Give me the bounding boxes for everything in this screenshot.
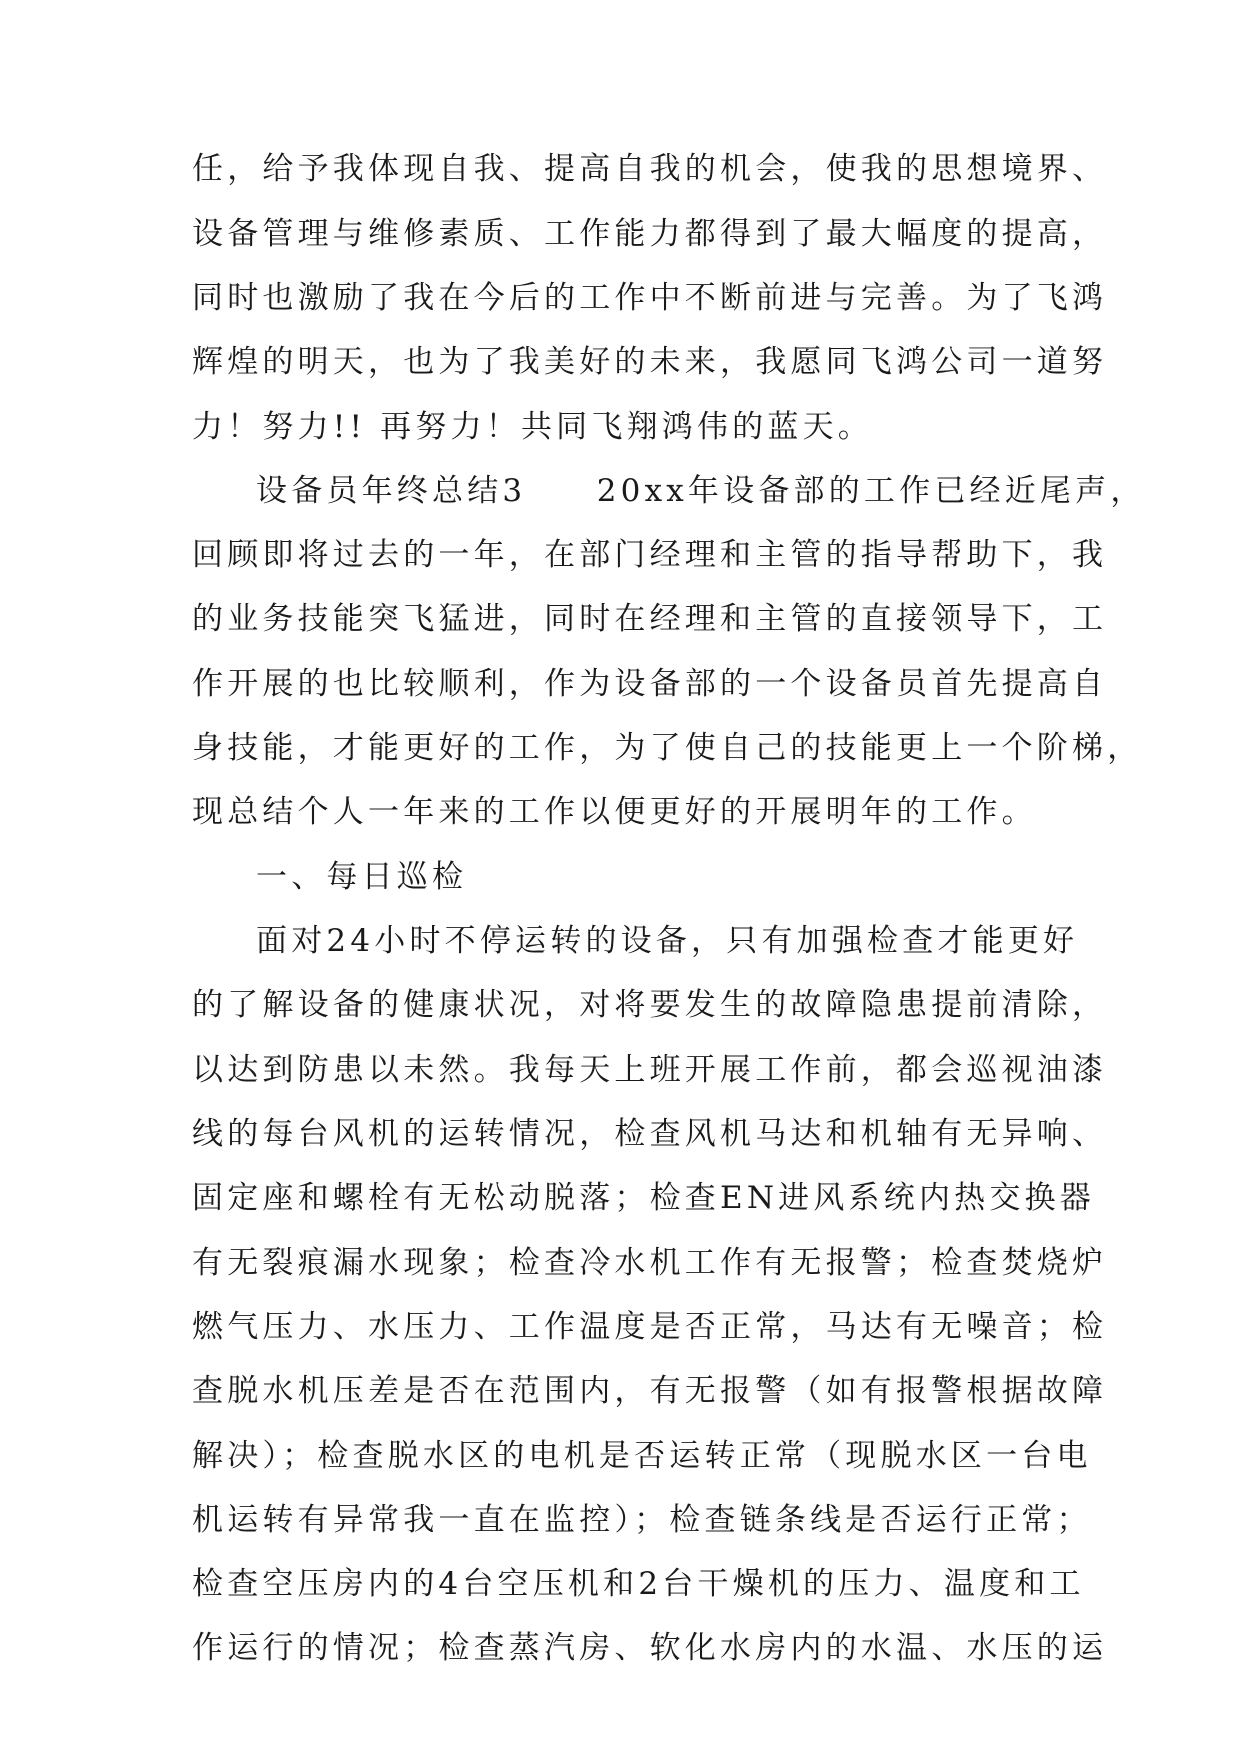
text-line: 的业务技能突飞猛进，同时在经理和主管的直接领导下，工 [192, 601, 1108, 637]
text-line: 机运转有异常我一直在监控）；检查链条线是否运行正常； [192, 1502, 1092, 1538]
text-line: 面对24小时不停运转的设备，只有加强检查才能更好 [256, 923, 1079, 959]
text-line: 解决）；检查脱水区的电机是否运转正常（现脱水区一台电 [192, 1438, 1092, 1474]
text-line: 力！努力!! 再努力！共同飞翔鸿伟的蓝天。 [192, 409, 873, 445]
text-line: 查脱水机压差是否在范围内，有无报警（如有报警根据故障 [192, 1373, 1108, 1409]
text-line: 固定座和螺栓有无松动脱落；检查EN进风系统内热交换器 [192, 1180, 1095, 1216]
text-line: 身技能，才能更好的工作，为了使自己的技能更上一个阶梯， [192, 730, 1143, 766]
text-line: 以达到防患以未然。我每天上班开展工作前，都会巡视油漆 [192, 1052, 1108, 1088]
text-line: 任，给予我体现自我、提高自我的机会，使我的思想境界、 [192, 151, 1108, 187]
subsection-heading: 一、每日巡检 [256, 859, 468, 895]
text-line: 回顾即将过去的一年，在部门经理和主管的指导帮助下，我 [192, 537, 1108, 573]
text-line: 设备管理与维修素质、工作能力都得到了最大幅度的提高， [192, 216, 1108, 252]
text-line: 检查空压房内的4台空压机和2台干燥机的压力、温度和工 [192, 1566, 1085, 1602]
text-line: 有无裂痕漏水现象；检查冷水机工作有无报警；检查焚烧炉 [192, 1245, 1108, 1281]
text-line: 作运行的情况；检查蒸汽房、软化水房内的水温、水压的运 [192, 1630, 1108, 1666]
text-line: 辉煌的明天，也为了我美好的未来，我愿同飞鸿公司一道努 [192, 344, 1108, 380]
text-line: 作开展的也比较顺利，作为设备部的一个设备员首先提高自 [192, 666, 1108, 702]
text-line: 的了解设备的健康状况，对将要发生的故障隐患提前清除， [192, 987, 1108, 1023]
text-line: 燃气压力、水压力、工作温度是否正常，马达有无噪音；检 [192, 1309, 1108, 1345]
text-line: 线的每台风机的运转情况，检查风机马达和机轴有无异响、 [192, 1116, 1108, 1152]
text-line: 同时也激励了我在今后的工作中不断前进与完善。为了飞鸿 [192, 280, 1108, 316]
section-heading-line: 设备员年终总结3 20xx年设备部的工作已经近尾声， [256, 473, 1146, 509]
text-line: 现总结个人一年来的工作以便更好的开展明年的工作。 [192, 794, 1037, 830]
